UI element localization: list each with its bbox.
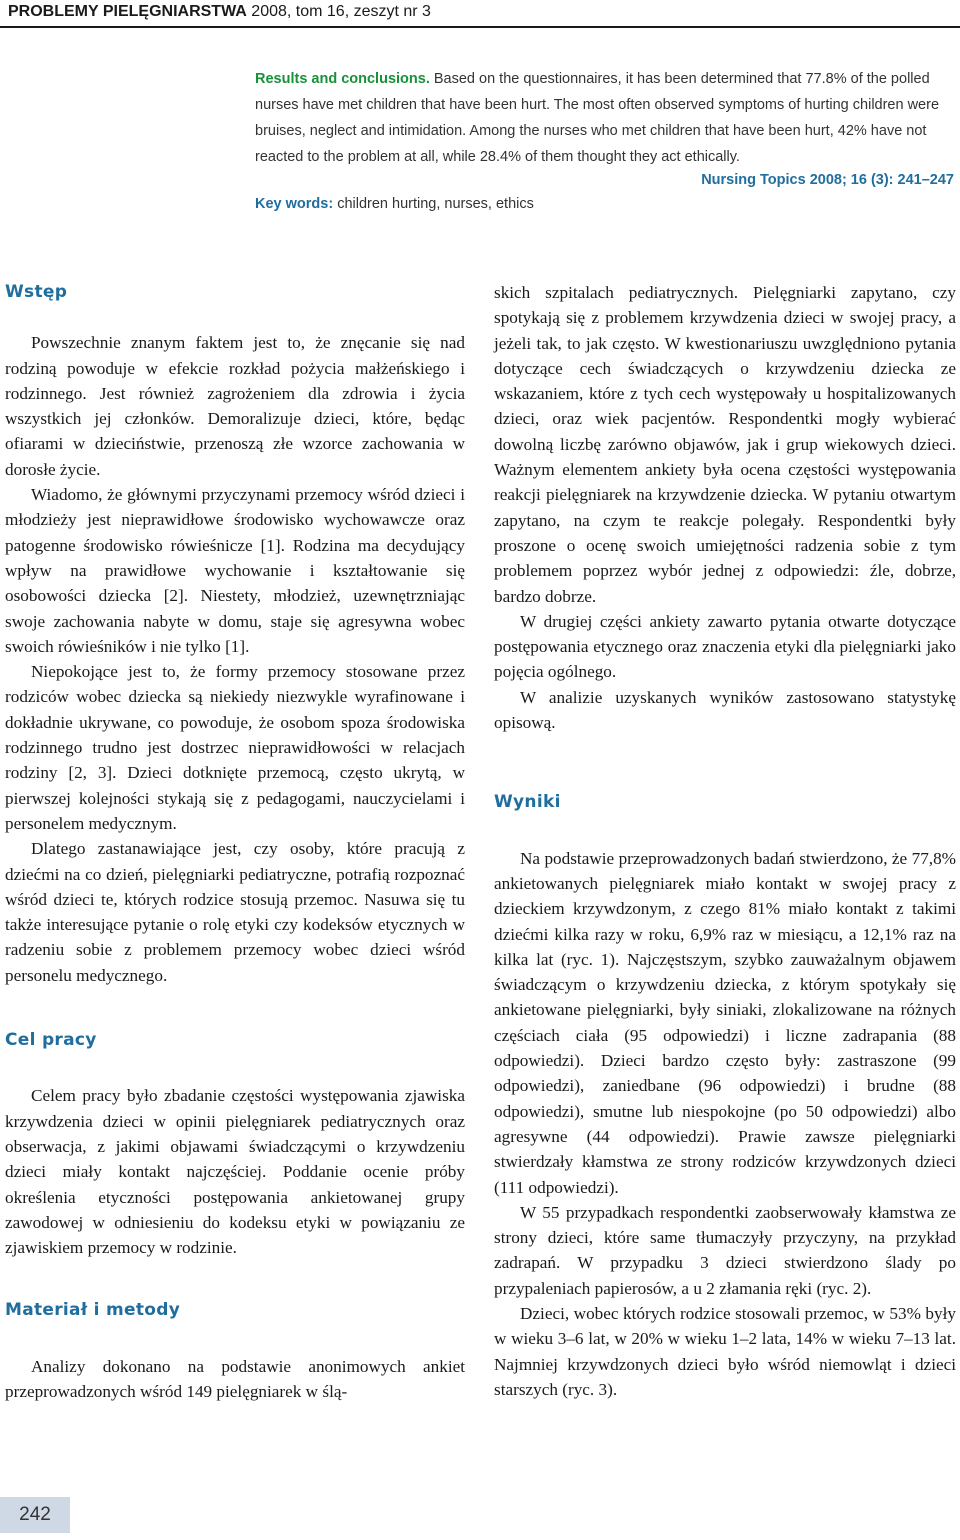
section-heading-aim: Cel pracy [5,1030,97,1051]
issue-info: 2008, tom 16, zeszyt nr 3 [251,3,431,20]
section-heading-results: Wyniki [494,792,561,813]
section-heading-methods: Materiał i metody [5,1300,181,1321]
paragraph: W analizie uzyskanych wyników zastosowano statystykę opisową. [494,687,956,733]
journal-title: PROBLEMY PIELĘGNIARSTWA [8,3,247,20]
paragraph: skich szpitalach pediatrycznych. Pielęgniarki zapytano, czy spotykają się z problemem krzywdzenia dzieci w swojej pracy, a jeżeli tak, to jak często. W kwestionariuszu uwzględniono pytania dotyczące cech świadczących o krzywdzeniu dziecka ze wskazaniem, które z tych cech występowały u hospitalizowanych dzieci, oraz wiek pacjentów. Respondentki mogły wybierać dowolną liczbę zarówno objawów, jak i grup wiekowych dzieci. Ważnym elementem ankiety była ocena częstości występowania reakcji pielęgniarek na krzywdzenie dziecka. W pytaniu otwartym zapytano, na czym te reakcje polegały. Respondentki były proszone o ocenę swoich umiejętności radzenia sobie z tym problemem poprzez wybór jednej z odpowiedzi: źle, dobrze, bardzo dobrze. [494,283,956,606]
paragraph: Dzieci, wobec których rodzice stosowali przemoc, w 53% były w wieku 3–6 lat, w 20% w wieku 1–2 lata, 14% w wieku 7–13 lat. Najmniej krzywdzonych dzieci było wśród niemowląt i dzieci starszych (ryc. 3). [494,1303,956,1399]
paragraph: Dlatego zastanawiające jest, czy osoby, które pracują z dziećmi na co dzień, pielęgniarki pediatryczne, potrafią rozpoznać wśród dzieci te, których rodzice stosują przemoc. Nasuwa się tu także interesujące pytanie o rolę etyki czy kodeksów etycznych w radzeniu sobie z problemem przemocy wobec dzieci wśród personelu medycznego. [5,839,465,985]
section-heading-intro: Wstęp [5,282,68,302]
left-column [5,280,465,1404]
paragraph: Na podstawie przeprowadzonych badań stwierdzono, że 77,8% ankietowanych pielęgniarek miało kontakt w swojej pracy z dzieckiem krzywdzonym, z czego 81% miało kontakt z takimi dziećmi kilka razy w roku, 6,9% raz w miesiącu, a 12,1% raz na kilka lat (ryc. 1). Najczęstszym, szybko zauważalnym objawem świadczącym o krzywdzeniu dziecka, z którym spotykały się ankietowane pielęgniarki, były siniaki, zlokalizowane na różnych częściach ciała (95 odpowiedzi) i liczne zadrapania (88 odpowiedzi). Dzieci bardzo często były: zastraszone (99 odpowiedzi), zaniedbane (96 odpowiedzi) i brudne (88 odpowiedzi), smutne lub niespokojne (po 50 odpowiedzi) albo agresywne (44 odpowiedzi). Prawie zawsze pielęgniarki stwierdzały kłamstwa ze strony rodziców krzywdzonych dzieci (111 odpowiedzi). [494,848,956,1197]
results-label: Results and conclusions. [255,71,430,87]
page-number: 242 [0,1497,70,1533]
header-rule [0,26,960,28]
keywords-text: children hurting, nurses, ethics [337,196,534,212]
paragraph: Niepokojące jest to, że formy przemocy stosowane przez rodziców wobec dziecka są niekiedy niezwykle wyrafinowane i dokładnie ukrywane, co powoduje, że osobom spoza środowiska rodzinnego trudno jest dostrzec nieprawidłowości w relacjach rodziny [2, 3]. Dzieci dotknięte przemocą, często ukrytą, w pierwszej kolejności stykają się z pedagogami, nauczycielami i personelem medycznym. [5,662,465,833]
paragraph: Powszechnie znanym faktem jest to, że znęcanie się nad rodziną powoduje w efekcie rozkład pożycia małżeńskiego i rodzinnego. Jest również zagrożeniem dla zdrowia i życia wszystkich jej członków. Demoralizuje dzieci, które, będąc ofiarami w dzieciństwie, przenoszą złe wzorce zachowania w dorosłe życie. [5,333,465,479]
paragraph: W 55 przypadkach respondentki zaobserwowały kłamstwa ze strony dzieci, które same tłumaczyły przyczyny, na przykład zadrapań. W przypadku 3 dzieci stwierdzono ślady po przypaleniach papierosów, a u 2 złamania ręki (ryc. 2). [494,1202,956,1298]
keywords [255,196,534,212]
keywords-label: Key words: [255,196,334,212]
paragraph: Wiadomo, że głównymi przyczynami przemocy wśród dzieci i młodzieży jest nieprawidłowe środowisko wychowawcze oraz patogenne środowisko rówieśnicze [1]. Rodzina ma decydujący wpływ na prawidłowe wychowanie i kształtowanie się osobowości dziecka [2]. Niestety, młodzież, uzewnętrzniając swoje zachowania nabyte w domu, staje się agresywna wobec swoich rówieśników i nie tylko [1]. [5,485,465,656]
abstract-results [255,66,955,170]
results-text: Based on the questionnaires, it has been determined that 77.8% of the polled nurses have met children that have been hurt. The most often observed symptoms of hurting children were bruises, neglect and intimidation. Among the nurses who met children that have been hurt, 42% have not reacted to the problem at all, while 28.4% of them thought they act ethically. [255,71,940,165]
paragraph: Analizy dokonano na podstawie anonimowych ankiet przeprowadzonych wśród 149 pielęgniarek w ślą- [5,1356,465,1401]
running-head [8,3,431,21]
citation: Nursing Topics 2008; 16 (3): 241–247 [701,172,954,188]
paragraph: Celem pracy było zbadanie częstości występowania zjawiska krzywdzenia dzieci w opinii pielęgniarek pediatrycznych oraz obserwacja, z jakimi objawami świadczącymi o krzywdzeniu dzieci miały kontakt najczęściej. Poddanie ocenie próby określenia etyczności postępowania ankietowanej grupy zawodowej w odniesieniu do kodeksu etyki w powiązaniu ze zjawiskiem przemocy w rodzinie. [5,1086,465,1258]
paragraph: W drugiej części ankiety zawarto pytania otwarte dotyczące postępowania etycznego oraz znaczenia etyki dla pielęgniarki jako pojęcia ogólnego. [494,611,956,682]
right-column [494,280,956,1402]
